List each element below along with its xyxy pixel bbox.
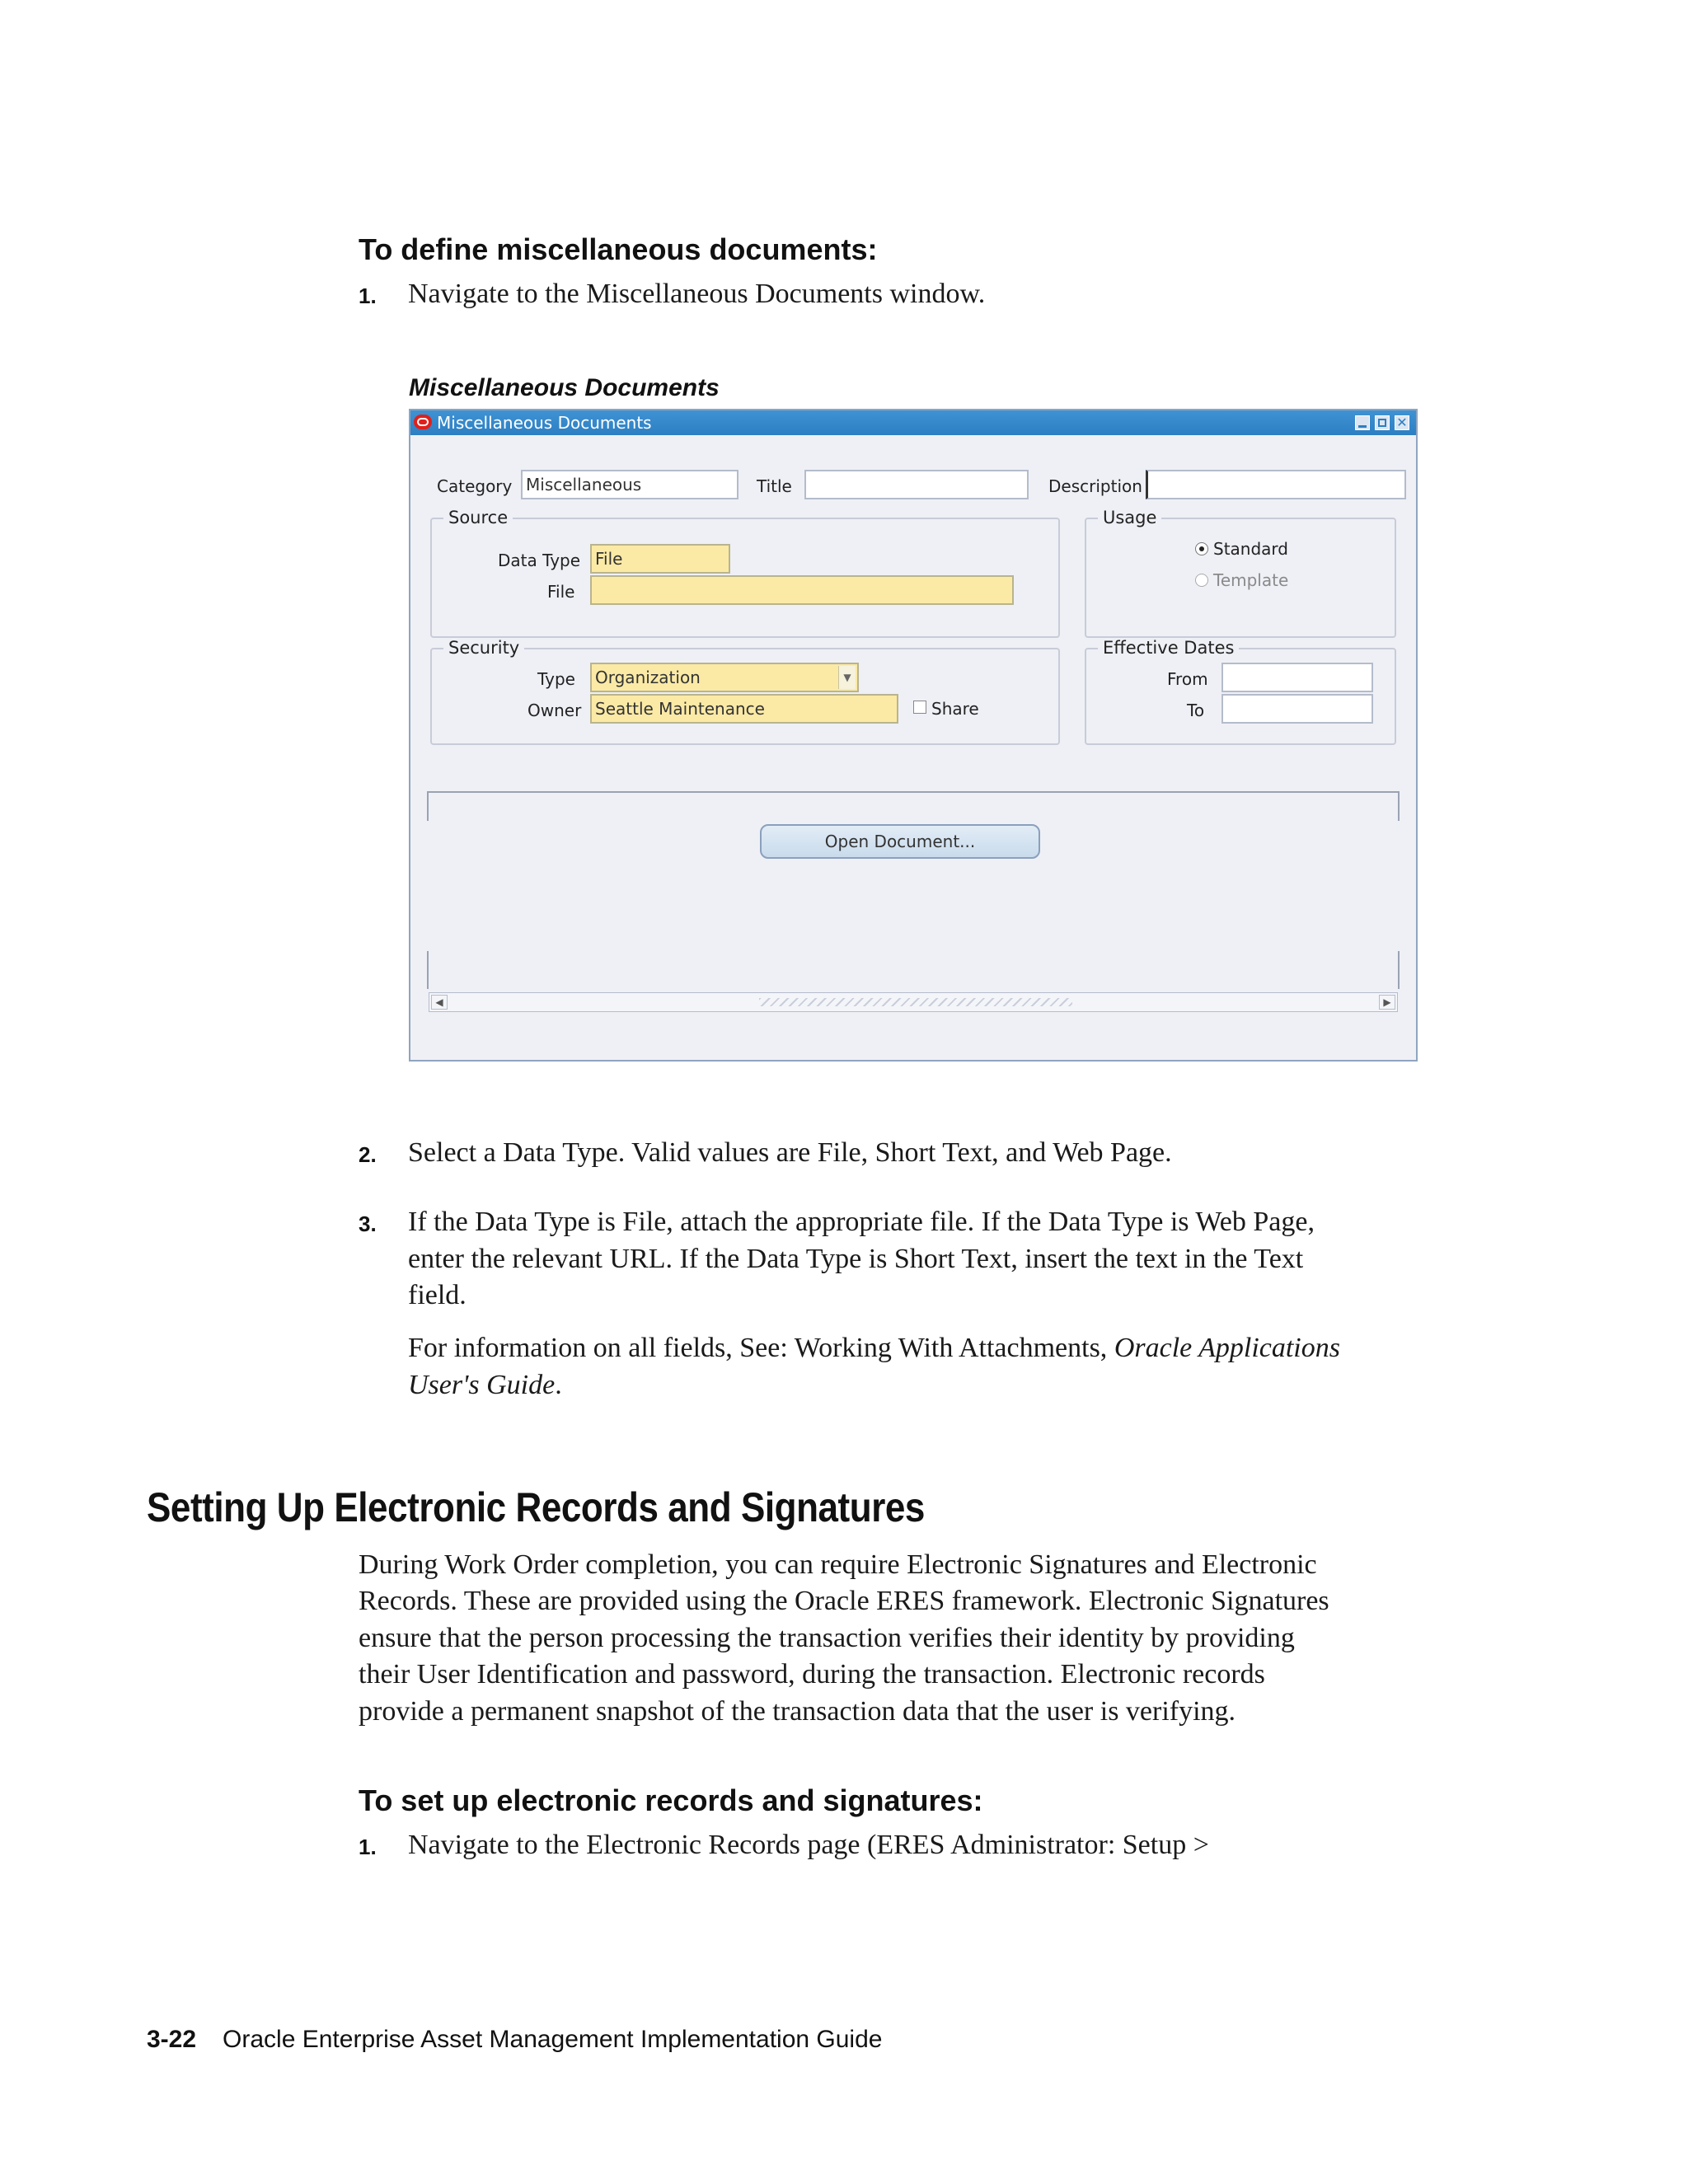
category-field[interactable]: Miscellaneous xyxy=(521,470,738,499)
step-number: 2. xyxy=(359,1142,377,1167)
type-label: Type xyxy=(537,669,575,689)
document-area-top-border xyxy=(427,791,1400,793)
step-text: Navigate to the Electronic Records page (ERES Administrator: Setup > xyxy=(408,1830,1209,1860)
description-label: Description xyxy=(1048,476,1142,496)
title-label: Title xyxy=(757,476,792,496)
page-footer xyxy=(147,2026,882,2054)
type-value: Organization xyxy=(595,668,701,687)
file-label: File xyxy=(547,582,575,602)
effective-dates-legend: Effective Dates xyxy=(1098,638,1239,658)
body-line: provide a permanent snapshot of the transaction data that the user is verifying. xyxy=(359,1696,1236,1727)
owner-label: Owner xyxy=(528,701,582,720)
scroll-right-icon[interactable]: ▶ xyxy=(1379,995,1395,1010)
from-date-field[interactable] xyxy=(1221,663,1373,692)
share-checkbox[interactable] xyxy=(913,701,926,714)
template-label: Template xyxy=(1213,570,1289,590)
to-label: To xyxy=(1187,701,1205,720)
step-number: 3. xyxy=(359,1212,377,1236)
type-field[interactable] xyxy=(590,663,859,692)
standard-radio[interactable] xyxy=(1195,542,1208,555)
step-number: 1. xyxy=(359,1835,377,1859)
step-text-line: field. xyxy=(408,1280,467,1310)
step-text: Select a Data Type. Valid values are File, Short Text, and Web Page. xyxy=(408,1137,1172,1168)
scroll-left-icon[interactable]: ◀ xyxy=(431,995,448,1010)
horizontal-scrollbar[interactable] xyxy=(429,992,1398,1012)
owner-field[interactable]: Seattle Maintenance xyxy=(590,694,898,724)
body-line: During Work Order completion, you can require Electronic Signatures and Electronic xyxy=(359,1549,1317,1580)
data-type-label: Data Type xyxy=(498,551,581,570)
category-label: Category xyxy=(437,476,513,496)
step-text: Navigate to the Miscellaneous Documents window. xyxy=(408,279,986,309)
step-number: 1. xyxy=(359,284,377,308)
page-number: 3-22 xyxy=(147,2026,197,2053)
figure-caption: Miscellaneous Documents xyxy=(409,374,720,401)
usage-legend: Usage xyxy=(1098,508,1161,527)
guide-title-cont: User's Guide xyxy=(408,1370,556,1400)
window-title: Miscellaneous Documents xyxy=(437,413,652,433)
minimize-icon[interactable] xyxy=(1355,415,1370,430)
step-text-line: If the Data Type is File, attach the appropriate file. If the Data Type is Web Page, xyxy=(408,1207,1315,1237)
open-document-button[interactable]: Open Document... xyxy=(760,824,1040,859)
close-icon[interactable]: ✕ xyxy=(1395,415,1409,430)
procedure-heading: To define miscellaneous documents: xyxy=(359,232,878,266)
maximize-icon[interactable] xyxy=(1375,415,1390,430)
description-field[interactable] xyxy=(1146,470,1406,499)
body-line: their User Identification and password, during the transaction. Electronic records xyxy=(359,1659,1265,1690)
window-titlebar xyxy=(410,410,1416,435)
data-type-field[interactable]: File xyxy=(590,544,730,574)
to-date-field[interactable] xyxy=(1221,694,1373,724)
standard-label: Standard xyxy=(1213,539,1288,559)
info-line: User's Guide. xyxy=(408,1370,562,1400)
section-title: Setting Up Electronic Records and Signatures xyxy=(147,1484,925,1530)
body-line: ensure that the person processing the transaction verifies their identity by providing xyxy=(359,1623,1295,1653)
share-label: Share xyxy=(931,699,979,719)
template-radio[interactable] xyxy=(1195,574,1208,587)
from-label: From xyxy=(1167,669,1208,689)
book-title: Oracle Enterprise Asset Management Implementation Guide xyxy=(223,2026,883,2053)
step-text-line: enter the relevant URL. If the Data Type is Short Text, insert the text in the Text xyxy=(408,1244,1304,1274)
title-field[interactable] xyxy=(804,470,1029,499)
procedure-heading: To set up electronic records and signatures: xyxy=(359,1783,983,1817)
info-line: For information on all fields, See: Working With Attachments, Oracle Applications xyxy=(408,1333,1340,1363)
misc-documents-window xyxy=(409,409,1418,1062)
security-legend: Security xyxy=(443,638,524,658)
scroll-thumb[interactable] xyxy=(759,998,1072,1006)
body-line: Records. These are provided using the Oracle ERES framework. Electronic Signatures xyxy=(359,1586,1329,1616)
chevron-down-icon[interactable]: ▼ xyxy=(838,666,856,689)
oracle-logo-icon xyxy=(414,415,432,429)
file-field[interactable] xyxy=(590,575,1014,605)
guide-title: Oracle Applications xyxy=(1114,1333,1340,1363)
source-legend: Source xyxy=(443,508,513,527)
